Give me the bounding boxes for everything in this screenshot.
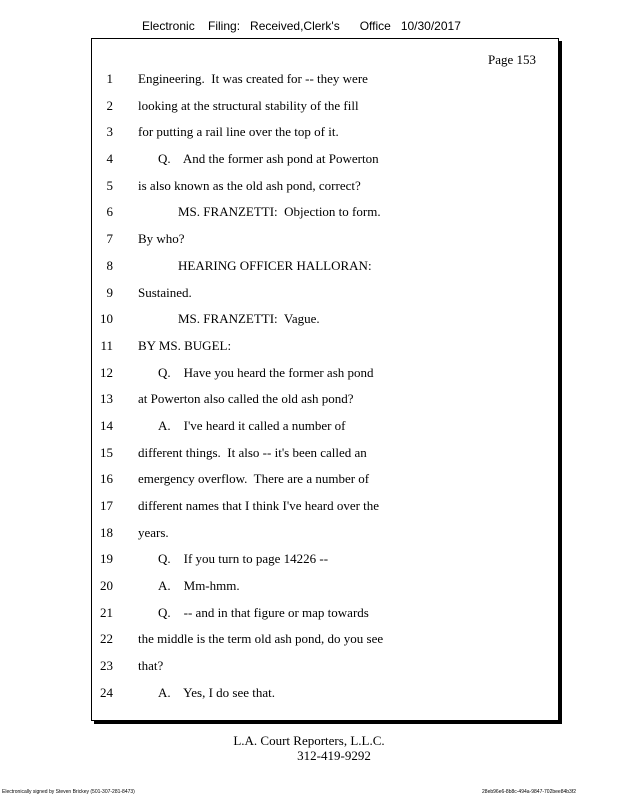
transcript-line <box>92 606 558 633</box>
line-text: Q. If you turn to page 14226 -- <box>158 551 329 567</box>
line-text: A. Yes, I do see that. <box>158 684 275 700</box>
transcript-line <box>92 499 558 526</box>
line-text: BY MS. BUGEL: <box>138 337 232 353</box>
line-number: 19 <box>100 551 113 567</box>
line-text: is also known as the old ash pond, correct? <box>138 177 361 193</box>
transcript-line <box>92 152 558 179</box>
transcript-line <box>92 339 558 366</box>
court-reporter-name: L.A. Court Reporters, L.L.C. <box>233 733 385 748</box>
document-hash: 28eb96e6-8b8c-494a-9847-702bee84b3f2 <box>482 789 576 795</box>
transcript-line <box>92 366 558 393</box>
line-number: 11 <box>100 337 113 353</box>
line-number: 20 <box>100 578 113 594</box>
transcript-line <box>92 179 558 206</box>
line-number: 4 <box>106 151 113 167</box>
line-text: Q. Have you heard the former ash pond <box>158 364 374 380</box>
line-number: 7 <box>106 231 113 247</box>
line-text: that? <box>138 658 164 674</box>
transcript-line <box>92 419 558 446</box>
line-number: 5 <box>106 177 113 193</box>
line-number: 8 <box>106 257 113 273</box>
transcript-line <box>92 472 558 499</box>
filing-header: Electronic Filing: Received,Clerk's Office 10/30/2017 <box>142 19 461 33</box>
line-text: at Powerton also called the old ash pond? <box>138 391 354 407</box>
line-text: emergency overflow. There are a number of <box>138 471 370 487</box>
line-text: Q. And the former ash pond at Powerton <box>158 151 379 167</box>
line-text: Sustained. <box>138 284 192 300</box>
line-number: 6 <box>106 204 113 220</box>
line-number: 16 <box>100 471 113 487</box>
transcript-line <box>92 99 558 126</box>
line-number: 12 <box>100 364 113 380</box>
line-text: for putting a rail line over the top of it. <box>138 124 339 140</box>
line-text: Q. -- and in that figure or map towards <box>158 604 369 620</box>
line-number: 15 <box>100 444 113 460</box>
line-number: 9 <box>106 284 113 300</box>
line-number: 10 <box>100 311 113 327</box>
line-number: 18 <box>100 524 113 540</box>
line-text: MS. FRANZETTI: Vague. <box>178 311 320 327</box>
line-number: 14 <box>100 417 113 433</box>
transcript-line <box>92 205 558 232</box>
line-text: the middle is the term old ash pond, do you see <box>138 631 384 647</box>
line-number: 21 <box>100 604 113 620</box>
line-text: Engineering. It was created for -- they were <box>138 71 368 86</box>
line-number: 24 <box>100 684 113 700</box>
transcript-line <box>92 312 558 339</box>
page-footer <box>0 733 618 763</box>
transcript-line <box>92 259 558 286</box>
transcript-line <box>92 632 558 659</box>
line-text: A. Mm-hmm. <box>158 578 240 594</box>
transcript-line <box>92 446 558 473</box>
line-text: MS. FRANZETTI: Objection to form. <box>178 204 381 220</box>
transcript-page <box>91 38 559 721</box>
line-number: 2 <box>106 97 113 113</box>
transcript-line <box>92 659 558 686</box>
transcript-line <box>92 125 558 152</box>
line-text: By who? <box>138 231 185 247</box>
line-number: 13 <box>100 391 113 407</box>
transcript-line <box>92 232 558 259</box>
line-text: A. I've heard it called a number of <box>158 417 346 433</box>
transcript-line <box>92 552 558 579</box>
line-number: 1 <box>106 71 113 86</box>
line-text: different names that I think I've heard over the <box>138 498 380 513</box>
page-number: Page 153 <box>487 52 536 67</box>
line-number: 3 <box>106 124 113 140</box>
line-number: 22 <box>100 631 113 647</box>
transcript-line <box>92 392 558 419</box>
line-number: 17 <box>100 498 113 513</box>
line-text: looking at the structural stability of the fill <box>138 97 359 113</box>
court-reporter-phone: 312-419-9292 <box>297 748 371 763</box>
transcript-line <box>92 526 558 553</box>
transcript-line <box>92 72 558 99</box>
transcript-line <box>92 686 558 713</box>
line-text: different things. It also -- it's been called an <box>138 444 367 460</box>
transcript-line <box>92 579 558 606</box>
transcript-lines <box>92 72 558 713</box>
line-text: years. <box>138 524 169 540</box>
transcript-line <box>92 286 558 313</box>
electronic-signature: Electronically signed by Steven Brickey (501-307-281-8473) <box>2 789 135 795</box>
line-text: HEARING OFFICER HALLORAN: <box>178 257 372 273</box>
line-number: 23 <box>100 658 113 674</box>
